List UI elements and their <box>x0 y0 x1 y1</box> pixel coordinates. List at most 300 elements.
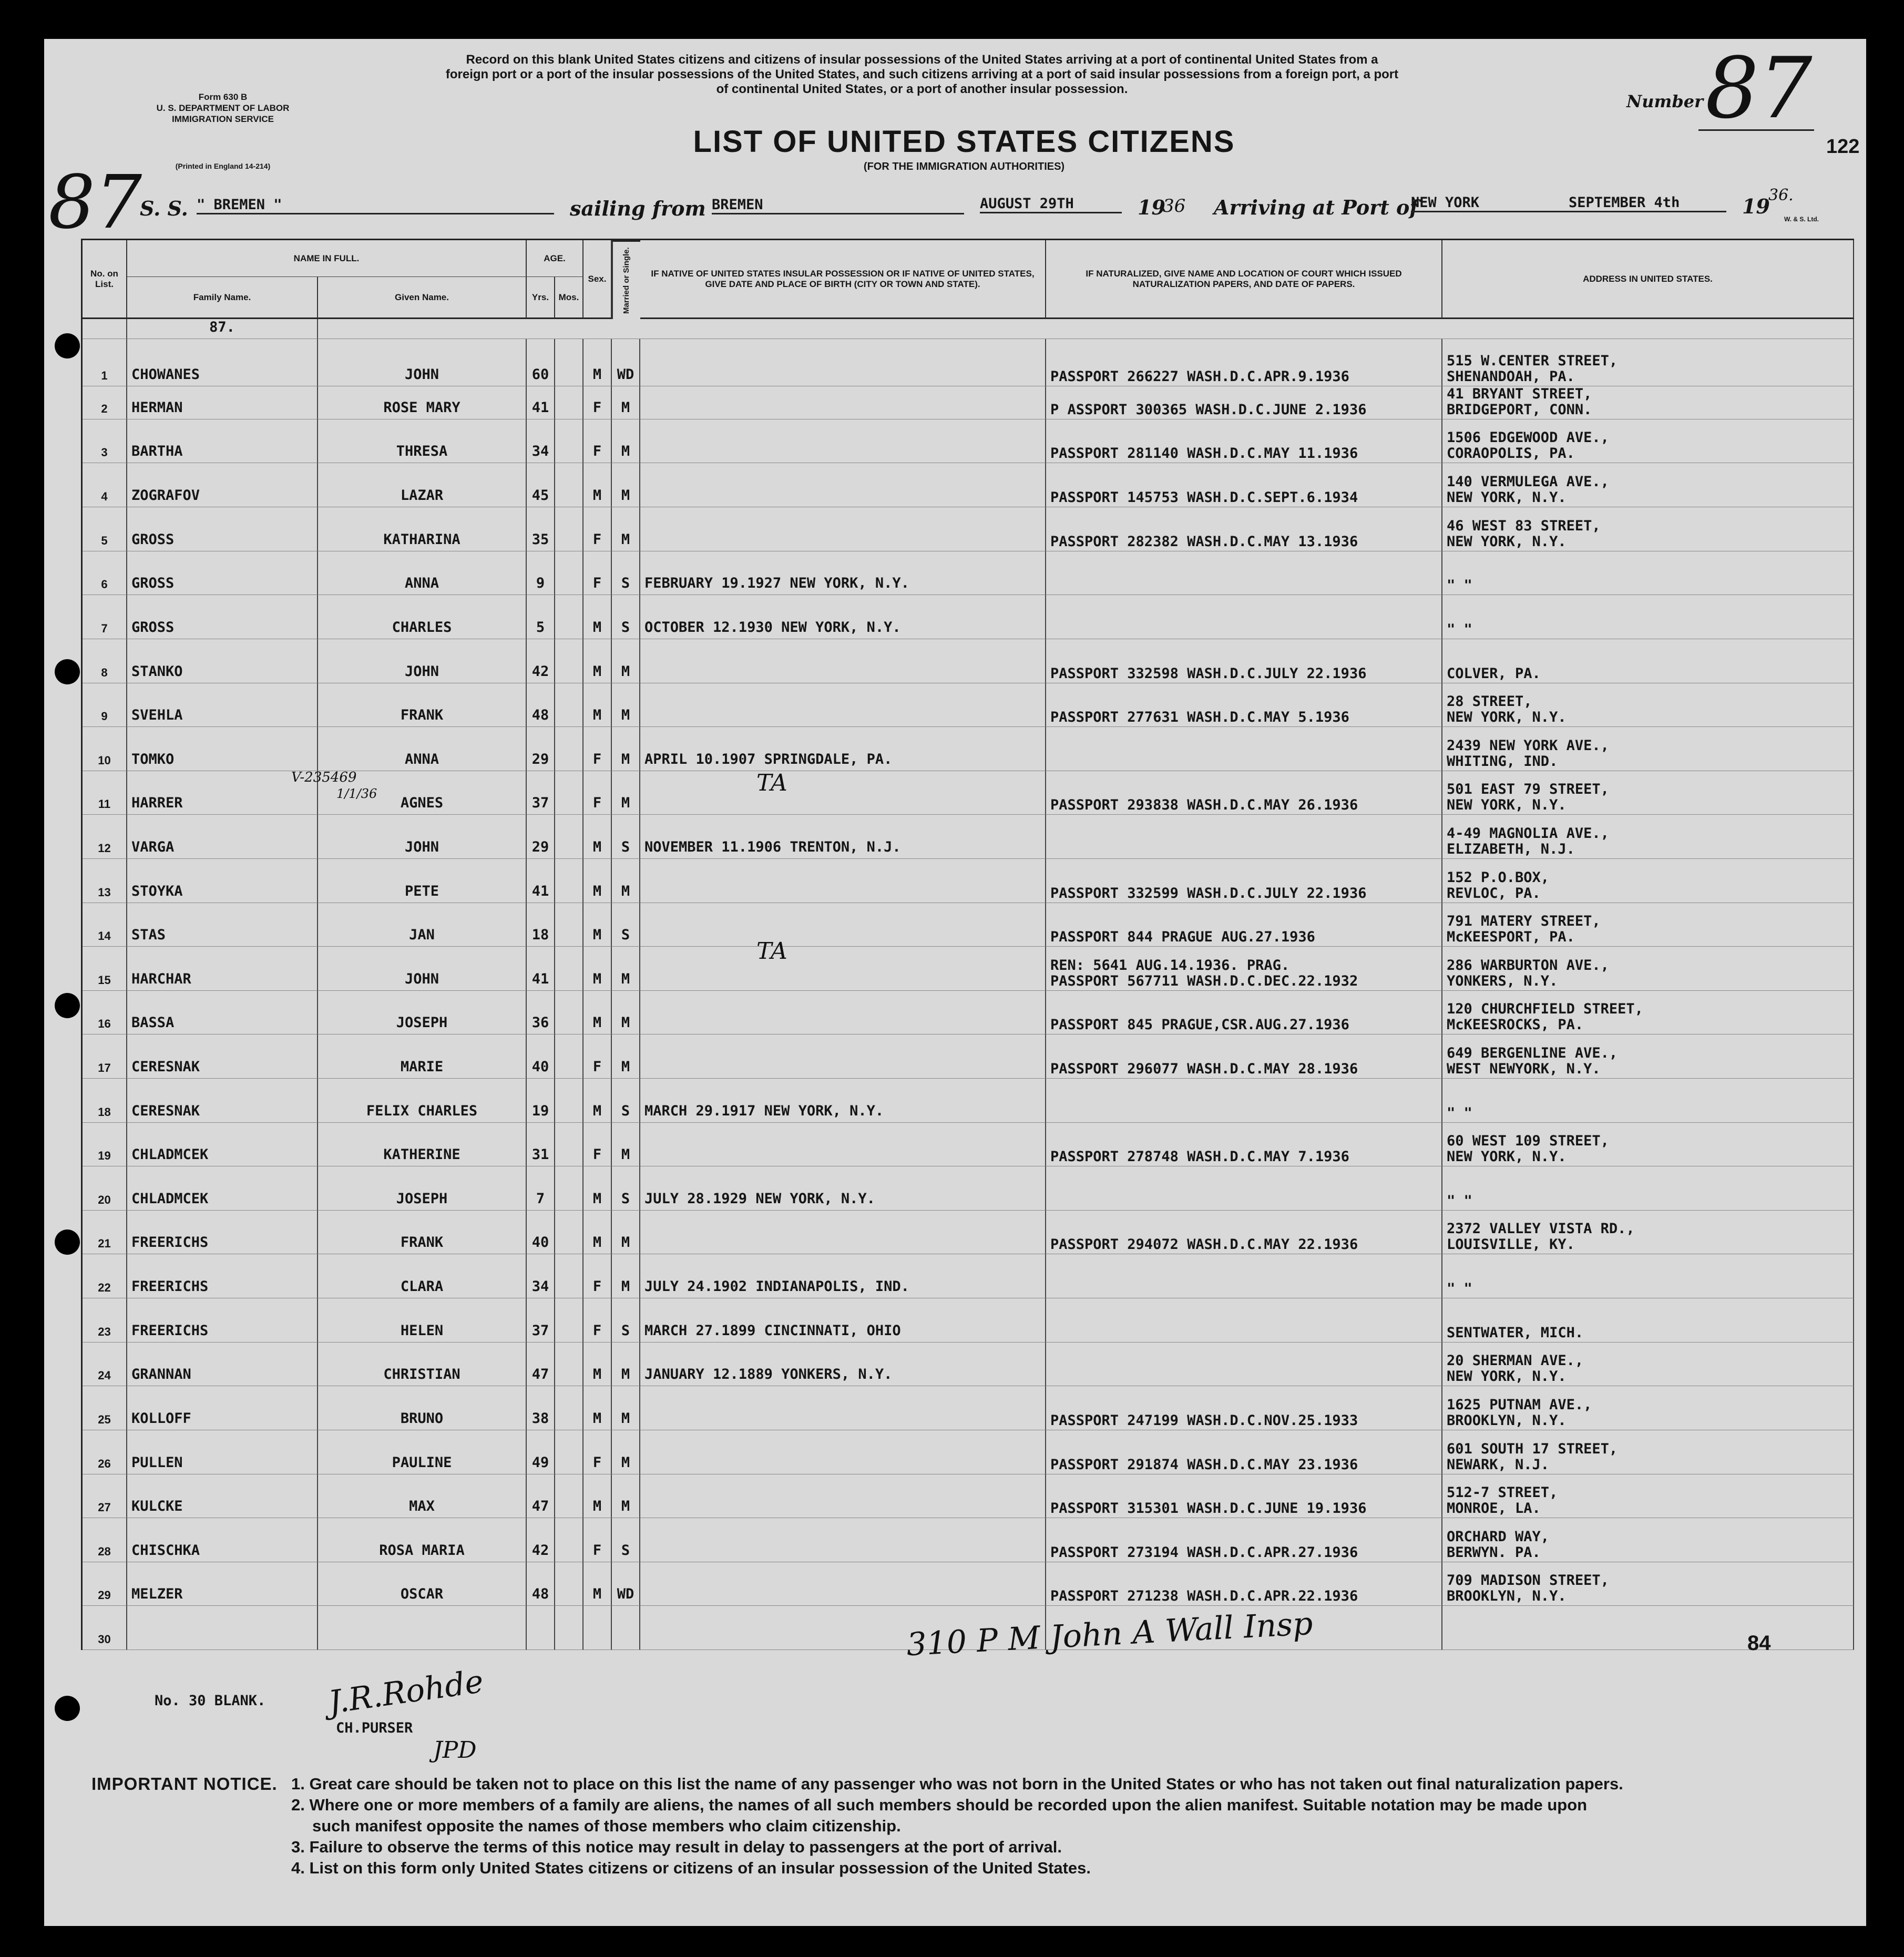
naturalization-info <box>1046 386 1442 419</box>
address-line: NEW YORK, N.Y. <box>1447 489 1567 506</box>
given-name: THRESA <box>318 419 527 464</box>
age-years: 37 <box>527 771 555 815</box>
naturalization-line: PASSPORT 271238 WASH.D.C.APR.22.1936 <box>1050 1588 1358 1605</box>
given-name: FELIX CHARLES <box>318 1079 527 1123</box>
number-label: Number <box>1626 91 1703 111</box>
age-years: 45 <box>527 463 555 507</box>
header-mos: Mos. <box>555 277 584 319</box>
address-line: NEW YORK, N.Y. <box>1447 797 1567 814</box>
address-line: BROOKLYN, N.Y. <box>1447 1588 1567 1605</box>
given-name: JOHN <box>318 815 527 859</box>
row-number: 21 <box>83 1211 127 1255</box>
naturalization-line: PASSPORT 266227 WASH.D.C.APR.9.1936 <box>1050 368 1349 385</box>
age-months <box>555 991 584 1035</box>
handwritten-note: V-235469 <box>291 770 357 785</box>
marital-status: M <box>612 1474 640 1519</box>
age-months <box>555 727 584 771</box>
age-years: 34 <box>527 1254 555 1298</box>
naturalization-info <box>1046 639 1442 683</box>
sex: M <box>584 903 612 947</box>
age-months <box>555 386 584 419</box>
age-months <box>555 815 584 859</box>
age-months <box>555 1211 584 1255</box>
age-years: 41 <box>527 859 555 903</box>
age-years: 35 <box>527 507 555 551</box>
address <box>1442 991 1854 1035</box>
preamble-line: of continental United States, or a port of another insular possession. <box>716 82 1128 96</box>
family-name: BASSA <box>127 991 318 1035</box>
address <box>1442 463 1854 507</box>
address <box>1442 639 1854 683</box>
naturalization-line: PASSPORT 281140 WASH.D.C.MAY 11.1936 <box>1050 445 1358 462</box>
header-name-in-full: NAME IN FULL. <box>127 240 527 277</box>
age-years: 40 <box>527 1034 555 1079</box>
age-years: 47 <box>527 1343 555 1387</box>
address <box>1442 595 1854 639</box>
marital-status: M <box>612 386 640 419</box>
age-months <box>555 947 584 991</box>
given-name: HELEN <box>318 1298 527 1343</box>
arrival-port: NEW YORK <box>1411 194 1569 212</box>
marital-status: WD <box>612 339 640 386</box>
age-months <box>555 1562 584 1606</box>
age-months <box>555 771 584 815</box>
given-name: ANNA <box>318 727 527 771</box>
given-name: ROSA MARIA <box>318 1518 527 1562</box>
page-title: LIST OF UNITED STATES CITIZENS <box>693 125 1235 159</box>
address-line: 4-49 MAGNOLIA AVE., <box>1447 825 1609 842</box>
address <box>1442 551 1854 596</box>
age-years: 31 <box>527 1123 555 1167</box>
sex: F <box>584 1298 612 1343</box>
address-line: SHENANDOAH, PA. <box>1447 368 1575 385</box>
family-name: SVEHLA <box>127 683 318 728</box>
age-months <box>555 1386 584 1430</box>
naturalization-line: PASSPORT 278748 WASH.D.C.MAY 7.1936 <box>1050 1149 1349 1165</box>
header-yrs: Yrs. <box>527 277 555 319</box>
sex: F <box>584 507 612 551</box>
row-number: 19 <box>83 1123 127 1167</box>
naturalization-info <box>1046 507 1442 551</box>
naturalization-info <box>1046 1562 1442 1606</box>
given-name: JOSEPH <box>318 991 527 1035</box>
family-name: CHLADMCEK <box>127 1123 318 1167</box>
address <box>1442 1166 1854 1211</box>
birth-info <box>640 1518 1046 1562</box>
address <box>1442 903 1854 947</box>
marital-status: M <box>612 419 640 464</box>
address <box>1442 1123 1854 1167</box>
naturalization-line: P ASSPORT 300365 WASH.D.C.JUNE 2.1936 <box>1050 401 1367 418</box>
address-line: 60 WEST 109 STREET, <box>1447 1133 1609 1150</box>
handwritten-date: 1/1/36 <box>336 786 377 801</box>
address-line: NEW YORK, N.Y. <box>1447 1149 1567 1165</box>
age-months <box>555 1430 584 1474</box>
family-name: GROSS <box>127 595 318 639</box>
address-line: 41 BRYANT STREET, <box>1447 385 1592 402</box>
birth-info <box>640 1211 1046 1255</box>
service: IMMIGRATION SERVICE <box>172 114 274 124</box>
blank-note: No. 30 BLANK. <box>155 1693 266 1709</box>
birth-info <box>640 771 1046 815</box>
naturalization-info <box>1046 419 1442 464</box>
address-line: 286 WARBURTON AVE., <box>1447 957 1609 974</box>
naturalization-info <box>1046 771 1442 815</box>
row-number: 18 <box>83 1079 127 1123</box>
marital-status: M <box>612 991 640 1035</box>
age-years: 9 <box>527 551 555 596</box>
marital-status: M <box>612 1034 640 1079</box>
family-name: KULCKE <box>127 1474 318 1519</box>
birth-info <box>640 991 1046 1035</box>
page-subtitle: (FOR THE IMMIGRATION AUTHORITIES) <box>863 161 1065 172</box>
age-months <box>555 1518 584 1562</box>
notice-title: IMPORTANT NOTICE. <box>91 1774 278 1794</box>
age-months <box>555 551 584 596</box>
row-number: 12 <box>83 815 127 859</box>
naturalization-line: PASSPORT 844 PRAGUE AUG.27.1936 <box>1050 929 1315 946</box>
purser-title: CH.PURSER <box>336 1720 413 1736</box>
given-name <box>318 1606 527 1650</box>
address-line: " " <box>1447 621 1472 638</box>
given-name: AGNES <box>318 771 527 815</box>
birth-info: MARCH 29.1917 NEW YORK, N.Y. <box>640 1079 1046 1123</box>
address <box>1442 1474 1854 1519</box>
family-name <box>127 1606 318 1650</box>
family-name: FREERICHS <box>127 1298 318 1343</box>
address-line: BERWYN. PA. <box>1447 1544 1541 1561</box>
age-months <box>555 1343 584 1387</box>
address-line: ORCHARD WAY, <box>1447 1528 1550 1545</box>
address-line: ELIZABETH, N.J. <box>1447 841 1575 857</box>
age-months <box>555 683 584 728</box>
row-number: 1 <box>83 339 127 386</box>
marital-status: M <box>612 639 640 683</box>
sex: F <box>584 551 612 596</box>
address-line: 2372 VALLEY VISTA RD., <box>1447 1221 1635 1237</box>
age-years: 49 <box>527 1430 555 1474</box>
sex: M <box>584 1211 612 1255</box>
header-birth: IF NATIVE OF UNITED STATES INSULAR POSSESSION OR IF NATIVE OF UNITED STATES, GIVE DATE AND PLACE OF BIRTH (CITY OR TOWN AND STATE). <box>640 240 1046 319</box>
address <box>1442 1034 1854 1079</box>
sex: F <box>584 727 612 771</box>
given-name: CHRISTIAN <box>318 1343 527 1387</box>
marital-status: M <box>612 859 640 903</box>
header-married-single: Married or Single. <box>612 240 640 319</box>
punch-hole <box>55 659 80 684</box>
birth-info <box>640 903 1046 947</box>
header-given-name: Given Name. <box>318 277 527 319</box>
address-line: " " <box>1447 1192 1472 1209</box>
address-line: " " <box>1447 1280 1472 1297</box>
marital-status: S <box>612 815 640 859</box>
naturalization-info <box>1046 815 1442 859</box>
age-years: 41 <box>527 386 555 419</box>
address <box>1442 419 1854 464</box>
preamble-line: Record on this blank United States citizens and citizens of insular possessions of the United States arriving at a port of continental United States from a <box>466 53 1378 67</box>
marital-status: M <box>612 947 640 991</box>
family-name: HERMAN <box>127 386 318 419</box>
notice-item: 4. List on this form only United States citizens or citizens of an insular possession of the United States. <box>291 1859 1091 1877</box>
given-name: KATHARINA <box>318 507 527 551</box>
row-number: 13 <box>83 859 127 903</box>
marital-status: M <box>612 1123 640 1167</box>
age-years: 42 <box>527 639 555 683</box>
age-years: 37 <box>527 1298 555 1343</box>
marital-status: M <box>612 1430 640 1474</box>
family-name: FREERICHS <box>127 1254 318 1298</box>
given-name: JOHN <box>318 639 527 683</box>
address-line: YONKERS, N.Y. <box>1447 972 1558 989</box>
punch-hole <box>55 333 80 358</box>
address-line: WEST NEWYORK, N.Y. <box>1447 1061 1601 1078</box>
address-line: REVLOC, PA. <box>1447 885 1541 901</box>
arrival-year-prefix: 19 <box>1742 194 1770 218</box>
marital-status: S <box>612 903 640 947</box>
arrival-date: SEPTEMBER 4th <box>1569 194 1726 212</box>
naturalization-info <box>1046 947 1442 991</box>
age-months <box>555 419 584 464</box>
age-months <box>555 1123 584 1167</box>
address <box>1442 859 1854 903</box>
naturalization-info <box>1046 1079 1442 1123</box>
address-line: 46 WEST 83 STREET, <box>1447 517 1601 534</box>
address-line: MONROE, LA. <box>1447 1500 1541 1517</box>
naturalization-info <box>1046 551 1442 596</box>
address <box>1442 1430 1854 1474</box>
birth-info <box>640 639 1046 683</box>
age-years: 5 <box>527 595 555 639</box>
sex: M <box>584 463 612 507</box>
given-name: MARIE <box>318 1034 527 1079</box>
age-years: 47 <box>527 1474 555 1519</box>
family-name: STOYKA <box>127 859 318 903</box>
family-name: GROSS <box>127 507 318 551</box>
address-line: SENTWATER, MICH. <box>1447 1324 1584 1341</box>
birth-info <box>640 463 1046 507</box>
handwritten-ta: TA <box>756 770 787 796</box>
birth-info: JULY 28.1929 NEW YORK, N.Y. <box>640 1166 1046 1211</box>
naturalization-line: PASSPORT 845 PRAGUE,CSR.AUG.27.1936 <box>1050 1017 1349 1033</box>
marital-status: M <box>612 1211 640 1255</box>
address-line: 120 CHURCHFIELD STREET, <box>1447 1001 1643 1018</box>
address-line: 501 EAST 79 STREET, <box>1447 781 1609 798</box>
address-line: McKEESROCKS, PA. <box>1447 1017 1584 1033</box>
age-years: 48 <box>527 683 555 728</box>
age-months <box>555 463 584 507</box>
sex: M <box>584 991 612 1035</box>
age-years: 7 <box>527 1166 555 1211</box>
row-number: 8 <box>83 639 127 683</box>
row-number: 23 <box>83 1298 127 1343</box>
marital-status: M <box>612 1254 640 1298</box>
family-name: TOMKO <box>127 727 318 771</box>
row-number: 11 <box>83 771 127 815</box>
family-name: VARGA <box>127 815 318 859</box>
birth-info <box>640 1430 1046 1474</box>
marital-status: S <box>612 1518 640 1562</box>
sex: M <box>584 1343 612 1387</box>
family-name: CHISCHKA <box>127 1518 318 1562</box>
naturalization-info <box>1046 1386 1442 1430</box>
address <box>1442 683 1854 728</box>
header-address: ADDRESS IN UNITED STATES. <box>1442 240 1854 319</box>
sex <box>584 1606 612 1650</box>
birth-info: JANUARY 12.1889 YONKERS, N.Y. <box>640 1343 1046 1387</box>
sex: F <box>584 386 612 419</box>
row-number: 20 <box>83 1166 127 1211</box>
notice-item: such manifest opposite the names of those members who claim citizenship. <box>312 1817 901 1835</box>
address <box>1442 1606 1854 1650</box>
citizens-table <box>81 239 1854 1650</box>
address-line: 28 STREET, <box>1447 693 1532 710</box>
row-number: 30 <box>83 1606 127 1650</box>
family-name: HARCHAR <box>127 947 318 991</box>
address <box>1442 1518 1854 1562</box>
sex: F <box>584 1034 612 1079</box>
row-number: 29 <box>83 1562 127 1606</box>
birth-info <box>640 507 1046 551</box>
initials: JPD <box>433 1737 477 1764</box>
birth-info <box>640 859 1046 903</box>
age-months <box>555 1606 584 1650</box>
naturalization-info <box>1046 339 1442 386</box>
naturalization-info <box>1046 1034 1442 1079</box>
family-name: CHOWANES <box>127 339 318 386</box>
naturalization-line: PASSPORT 247199 WASH.D.C.NOV.25.1933 <box>1050 1412 1358 1429</box>
sex: M <box>584 947 612 991</box>
address-line: CORAOPOLIS, PA. <box>1447 445 1575 462</box>
address-line: NEW YORK, N.Y. <box>1447 709 1567 726</box>
naturalization-info <box>1046 1254 1442 1298</box>
punch-hole <box>55 1229 80 1255</box>
address-line: 515 W.CENTER STREET, <box>1447 352 1618 369</box>
row-number: 7 <box>83 595 127 639</box>
preamble-line: foreign port or a port of the insular possessions of the United States, and such citizens arriving at a port of said insular possessions from a foreign port, a port <box>445 67 1399 81</box>
age-years: 36 <box>527 991 555 1035</box>
birth-info: NOVEMBER 11.1906 TRENTON, N.J. <box>640 815 1046 859</box>
family-name: GROSS <box>127 551 318 596</box>
address <box>1442 386 1854 419</box>
given-name: PAULINE <box>318 1430 527 1474</box>
row-number: 3 <box>83 419 127 464</box>
naturalization-info <box>1046 1343 1442 1387</box>
naturalization-line: REN: 5641 AUG.14.1936. PRAG. <box>1050 957 1290 974</box>
header-age: AGE. <box>527 240 584 277</box>
preamble <box>318 53 1527 97</box>
form-number: Form 630 B <box>198 92 248 102</box>
address-line: NEW YORK, N.Y. <box>1447 533 1567 550</box>
given-name: MAX <box>318 1474 527 1519</box>
naturalization-line: PASSPORT 282382 WASH.D.C.MAY 13.1936 <box>1050 533 1358 550</box>
age-months <box>555 1079 584 1123</box>
naturalization-info <box>1046 595 1442 639</box>
naturalization-line: PASSPORT 567711 WASH.D.C.DEC.22.1932 <box>1050 972 1358 989</box>
header-no: No. on List. <box>83 240 127 319</box>
age-years: 34 <box>527 419 555 464</box>
header-family-name: Family Name. <box>127 277 318 319</box>
margin-number: 87 <box>48 160 142 245</box>
address-line: NEWARK, N.J. <box>1447 1456 1550 1473</box>
birth-info <box>640 1386 1046 1430</box>
printer-mark: W. & S. Ltd. <box>1784 216 1819 223</box>
naturalization-line: PASSPORT 273194 WASH.D.C.APR.27.1936 <box>1050 1544 1358 1561</box>
naturalization-line: PASSPORT 145753 WASH.D.C.SEPT.6.1934 <box>1050 489 1358 506</box>
age-months <box>555 639 584 683</box>
marital-status: S <box>612 595 640 639</box>
address-line: 1625 PUTNAM AVE., <box>1447 1396 1592 1413</box>
birth-info: JULY 24.1902 INDIANAPOLIS, IND. <box>640 1254 1046 1298</box>
family-name: HARRER <box>127 771 318 815</box>
row-number: 6 <box>83 551 127 596</box>
age-years: 60 <box>527 339 555 386</box>
manifest-page <box>44 39 1866 1926</box>
given-name: ROSE MARY <box>318 386 527 419</box>
row-number: 2 <box>83 386 127 419</box>
family-name: MELZER <box>127 1562 318 1606</box>
naturalization-info <box>1046 1518 1442 1562</box>
given-name: LAZAR <box>318 463 527 507</box>
spacer-cell <box>83 319 127 339</box>
naturalization-info <box>1046 1166 1442 1211</box>
birth-info <box>640 1562 1046 1606</box>
year-prefix: 19 <box>1138 196 1165 219</box>
page-note: 87. <box>127 319 318 339</box>
row-number: 27 <box>83 1474 127 1519</box>
sex: M <box>584 1166 612 1211</box>
marital-status: M <box>612 727 640 771</box>
address-line: 791 MATERY STREET, <box>1447 913 1601 930</box>
printed-note: (Printed in England 14-214) <box>175 162 271 170</box>
address-line: 649 BERGENLINE AVE., <box>1447 1045 1618 1062</box>
address <box>1442 727 1854 771</box>
naturalization-info <box>1046 1298 1442 1343</box>
naturalization-info <box>1046 1123 1442 1167</box>
year-suffix: 36 <box>1163 196 1186 217</box>
naturalization-line: PASSPORT 291874 WASH.D.C.MAY 23.1936 <box>1050 1456 1358 1473</box>
age-months <box>555 1298 584 1343</box>
sex: F <box>584 1254 612 1298</box>
age-years: 29 <box>527 727 555 771</box>
given-name: FRANK <box>318 683 527 728</box>
marital-status: S <box>612 551 640 596</box>
age-years: 19 <box>527 1079 555 1123</box>
arrival-year-suffix: 36. <box>1768 186 1794 204</box>
address <box>1442 1386 1854 1430</box>
sex: M <box>584 815 612 859</box>
given-name: JOSEPH <box>318 1166 527 1211</box>
given-name: JOHN <box>318 339 527 386</box>
notice-item: 2. Where one or more members of a family are aliens, the names of all such members should be recorded upon the alien manifest. Suitable notation may be made upon <box>291 1796 1588 1814</box>
naturalization-line: PASSPORT 332598 WASH.D.C.JULY 22.1936 <box>1050 665 1367 682</box>
given-name: BRUNO <box>318 1386 527 1430</box>
naturalization-info <box>1046 1430 1442 1474</box>
age-years <box>527 1606 555 1650</box>
given-name: KATHERINE <box>318 1123 527 1167</box>
sex: M <box>584 859 612 903</box>
naturalization-info <box>1046 463 1442 507</box>
address-line: LOUISVILLE, KY. <box>1447 1236 1575 1253</box>
family-name: BARTHA <box>127 419 318 464</box>
given-name: FRANK <box>318 1211 527 1255</box>
naturalization-info <box>1046 727 1442 771</box>
row-number: 24 <box>83 1343 127 1387</box>
sailing-date: AUGUST 29TH <box>980 196 1122 213</box>
address-line: BRIDGEPORT, CONN. <box>1447 401 1592 418</box>
marital-status: M <box>612 683 640 728</box>
address-line: BROOKLYN, N.Y. <box>1447 1412 1567 1429</box>
sex: M <box>584 1386 612 1430</box>
